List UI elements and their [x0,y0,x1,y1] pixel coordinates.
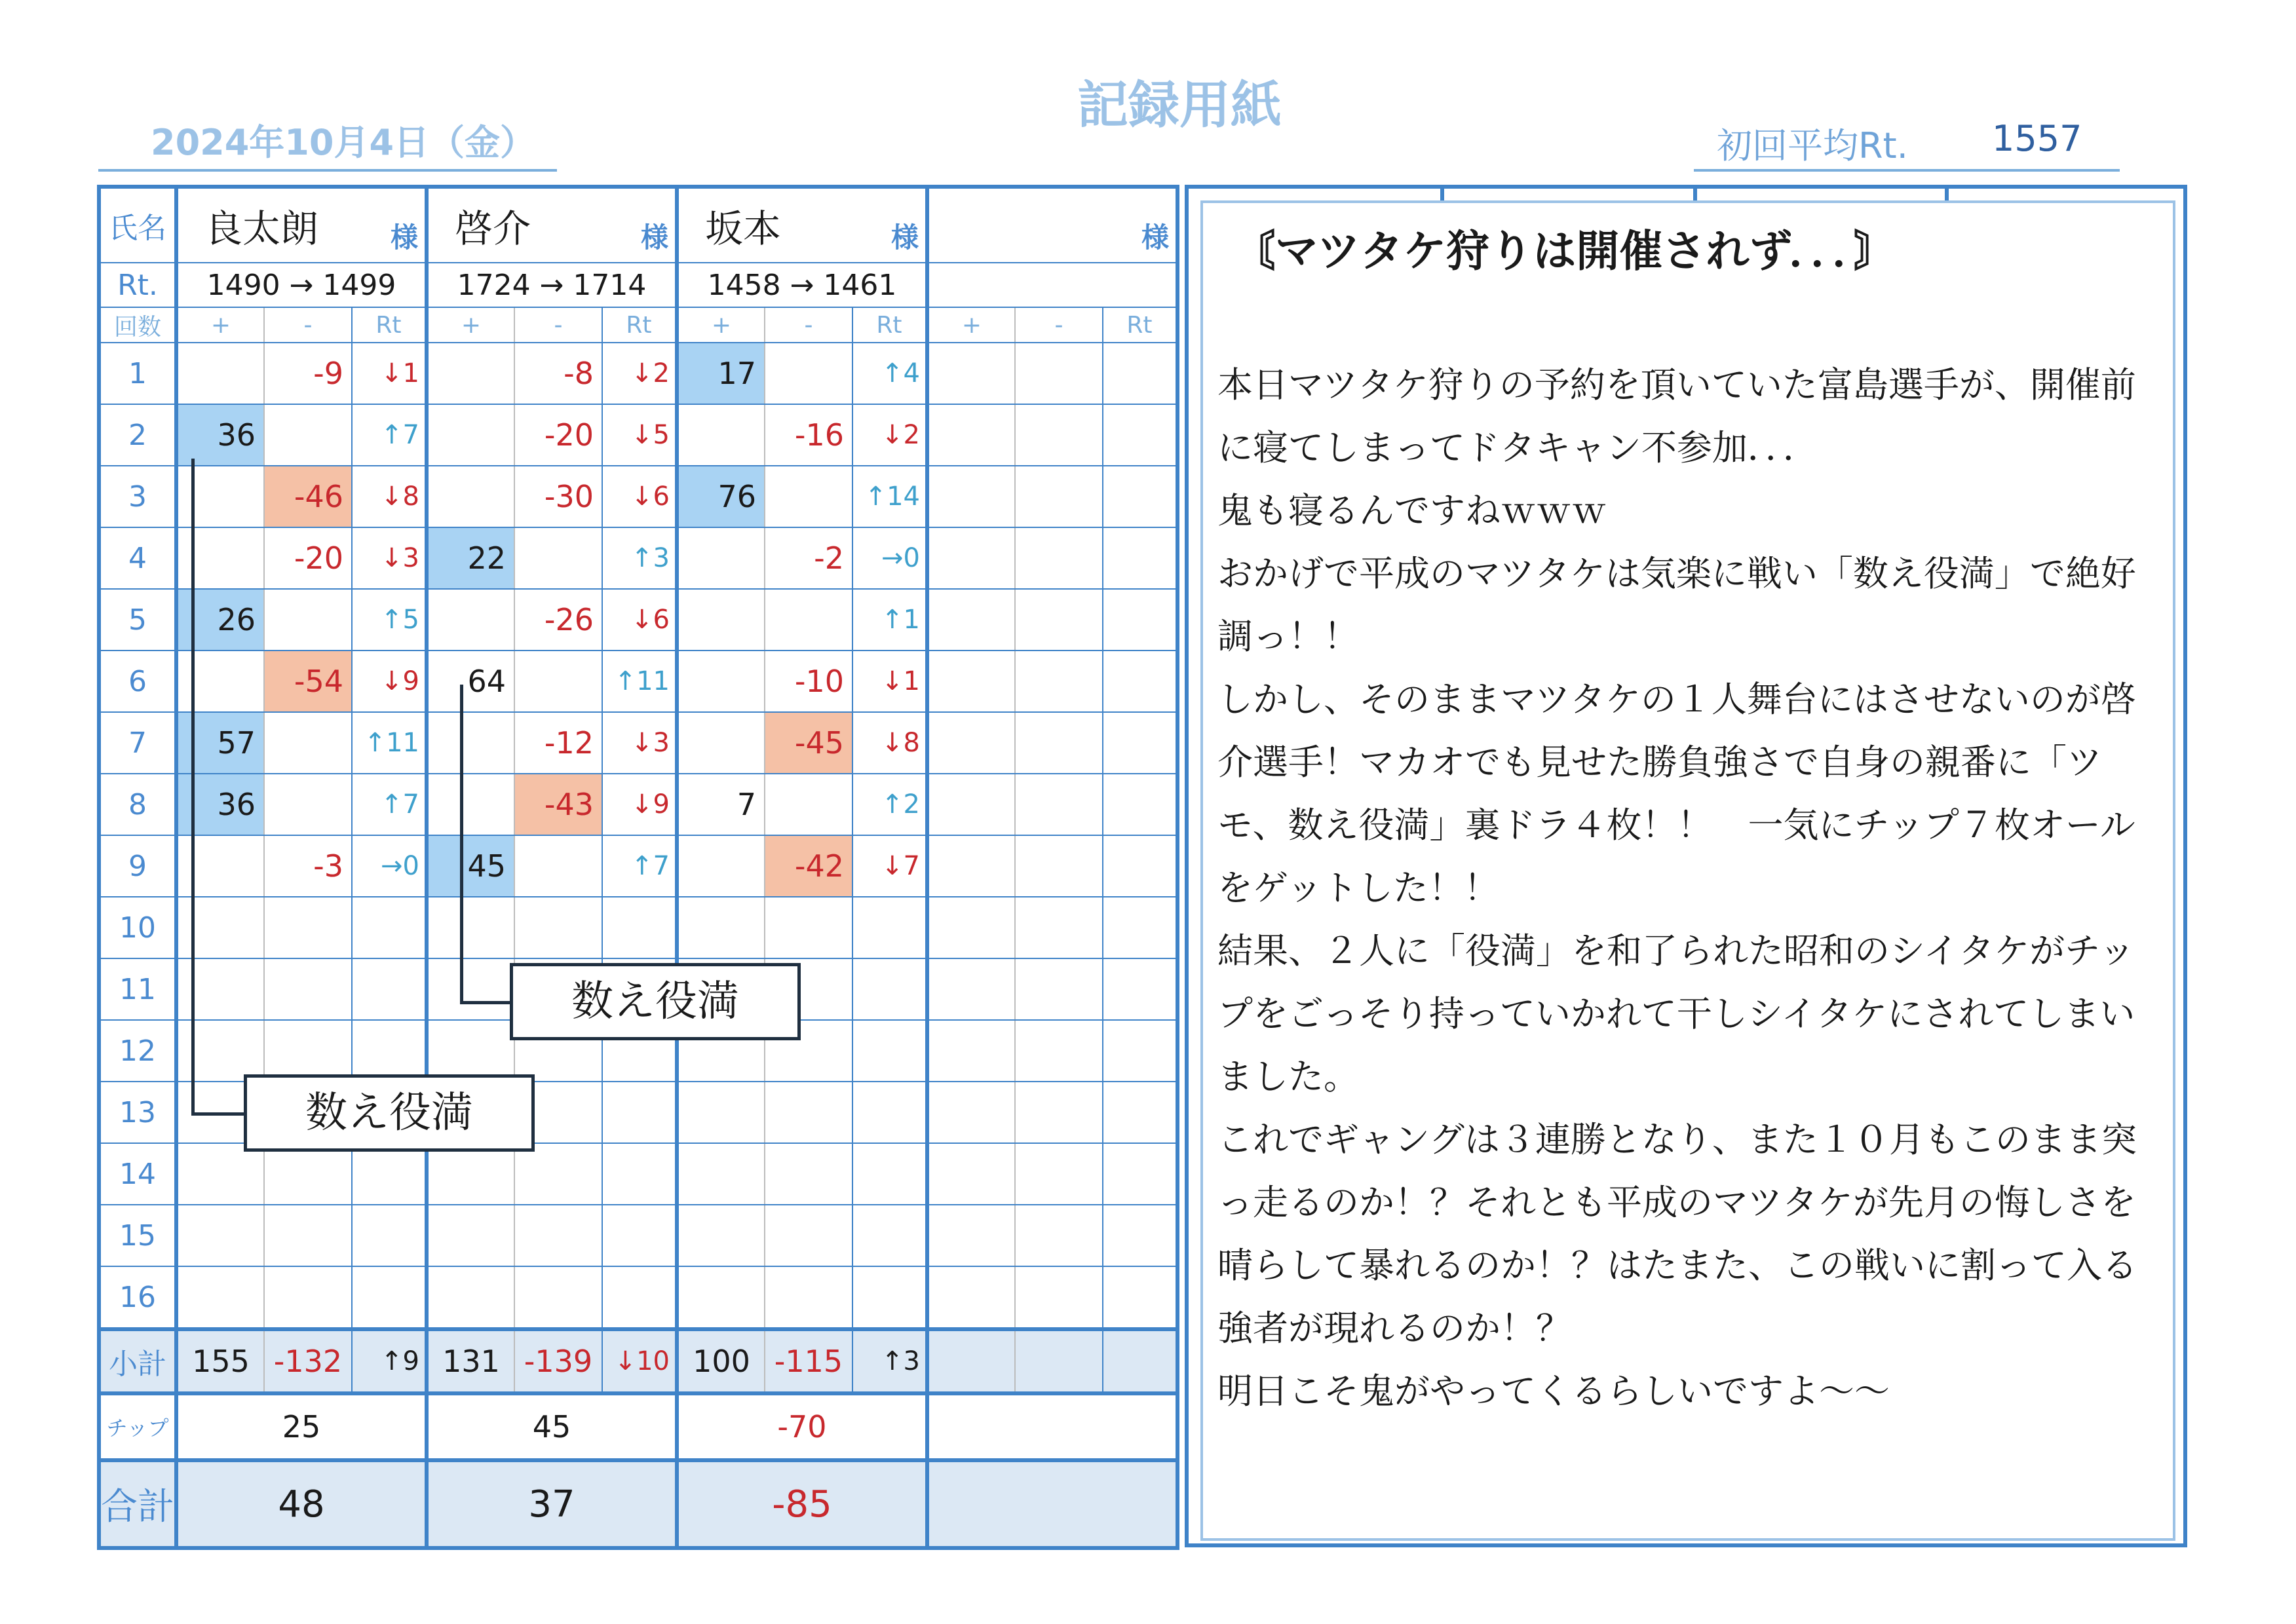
plus-score [927,343,1015,404]
round-number: 12 [99,1020,176,1082]
round-number: 7 [99,712,176,774]
round-row [99,1205,1177,1266]
minus-score [765,589,852,651]
rating-change: ↓8 [852,712,927,774]
plus-score [427,774,514,835]
rating-change [1103,1143,1177,1205]
player-name-cell [427,187,677,263]
rating-change [1103,774,1177,835]
plus-score [176,1205,264,1266]
plus-score [427,589,514,651]
plus-score [927,1205,1015,1266]
chip-value: 25 [176,1393,427,1460]
minus-score [765,774,852,835]
plus-score [927,712,1015,774]
rating-change [352,1143,427,1205]
rating-change [1103,651,1177,712]
rating-change [352,897,427,958]
minus-score [264,897,352,958]
round-row [99,343,1177,404]
plus-score: 7 [677,774,765,835]
plus-score: 45 [427,835,514,897]
subtotal-minus: -115 [765,1329,852,1393]
minus-score: -26 [514,589,602,651]
plus-score [677,527,765,589]
page-title: 記録用紙 [1077,76,1282,135]
minus-score [514,1266,602,1329]
minus-score [264,712,352,774]
minus-score [1015,1266,1103,1329]
plus-score [677,651,765,712]
initial-rt-value: 1557 [1992,118,2082,159]
rating-change: ↓7 [852,835,927,897]
round-row [99,712,1177,774]
player-name-cell [927,187,1177,263]
minus-score [264,1143,352,1205]
rating-change: ↑14 [852,466,927,527]
rating-change [1103,958,1177,1020]
minus-header: - [765,307,852,343]
plus-score [427,404,514,466]
minus-score [514,835,602,897]
subtotal-rating: ↓10 [602,1329,677,1393]
rating-change [1103,404,1177,466]
rating-change [1103,1205,1177,1266]
minus-score [264,1266,352,1329]
rating-change: ↓1 [852,651,927,712]
minus-score: -3 [264,835,352,897]
chip-value: -70 [677,1393,927,1460]
plus-score [176,835,264,897]
plus-score: 36 [176,774,264,835]
date: 2024年10月4日（金） [151,122,536,163]
minus-score [1015,835,1103,897]
rating-change: ↑4 [852,343,927,404]
minus-header: - [264,307,352,343]
minus-score: -45 [765,712,852,774]
plus-score [176,651,264,712]
plus-score [427,466,514,527]
plus-score [927,527,1015,589]
minus-score [1015,527,1103,589]
rating-change [852,1143,927,1205]
callout-line-2-horizontal [460,1001,510,1004]
rating-change [1103,712,1177,774]
minus-score: -30 [514,466,602,527]
minus-score [765,1266,852,1329]
plus-score [927,589,1015,651]
round-number: 3 [99,466,176,527]
plus-score: 26 [176,589,264,651]
player-name: 啓介 [455,206,531,251]
plus-score [677,835,765,897]
rating-change [1103,466,1177,527]
round-number: 10 [99,897,176,958]
rating-change: ↓6 [602,589,677,651]
plus-score: 76 [677,466,765,527]
plus-score [927,835,1015,897]
minus-score [1015,651,1103,712]
player-name: 坂本 [705,206,782,251]
round-number: 11 [99,958,176,1020]
plus-score [677,1266,765,1329]
plus-score [927,897,1015,958]
rating-change: ↓8 [352,466,427,527]
minus-score: -16 [765,404,852,466]
minus-score [1015,1082,1103,1143]
plus-score: 64 [427,651,514,712]
plus-score [927,651,1015,712]
plus-score [677,404,765,466]
round-row [99,527,1177,589]
total-value: 48 [176,1460,427,1548]
minus-score [1015,343,1103,404]
player-name-cell [176,187,427,263]
minus-score: -43 [514,774,602,835]
minus-score [1015,404,1103,466]
rating-change [602,1143,677,1205]
plus-score [927,466,1015,527]
total-header: 合計 [99,1460,176,1548]
minus-score: -2 [765,527,852,589]
minus-score [1015,897,1103,958]
player-name-cell [677,187,927,263]
column-header-row [99,307,1177,343]
rating-change: ↓9 [602,774,677,835]
round-row [99,651,1177,712]
subtotal-rating: ↑9 [352,1329,427,1393]
subtotal-plus: 100 [677,1329,765,1393]
rounds-header: 回数 [99,307,176,343]
memo-paragraph: おかげで平成のマツタケは気楽に戦い「数え役満」で絶好調っ！！ しかし、そのままマツタケの１人舞台にはさせないのが啓介選手！マカオでも見せた勝負強さで自身の親番に「ツモ、数え役満」裏ドラ４枚！！ 一気にチップ７枚オールをゲットした！！ 結果、２人に「役満」を和了られた昭和のシイタケがチップをごっそり持っていかれて干しシイタケにされてしまいました。 これでギャングは３連勝となり、また１０月もこのまま突っ走るのか！？それとも平成のマツタケが先月の悔しさを晴らして暴れるのか！？はたまた、この戦いに割って入る強者が現れるのか！？ [1217,553,2137,1349]
round-row [99,589,1177,651]
plus-score [927,1266,1015,1329]
initial-rt-label: 初回平均Rt. [1717,125,1908,166]
plus-score [427,712,514,774]
plus-score [927,774,1015,835]
plus-score [677,1082,765,1143]
round-row [99,466,1177,527]
minus-score [1015,466,1103,527]
minus-score: -9 [264,343,352,404]
minus-score [264,1020,352,1082]
subtotal-plus: 155 [176,1329,264,1393]
plus-header: + [176,307,264,343]
rating-change [1103,343,1177,404]
rating-change: →0 [352,835,427,897]
minus-score [264,774,352,835]
minus-score [264,589,352,651]
minus-score [1015,1143,1103,1205]
minus-score: -42 [765,835,852,897]
frame-tick [1693,185,1697,200]
minus-score [264,404,352,466]
subtotal-minus: -132 [264,1329,352,1393]
plus-header: + [677,307,765,343]
minus-header: - [1015,307,1103,343]
subtotal-rating: ↑3 [852,1329,927,1393]
plus-score [176,1020,264,1082]
plus-score [427,1020,514,1082]
minus-score: -20 [264,527,352,589]
minus-score [765,466,852,527]
subtotal-plus [927,1329,1015,1393]
minus-score [1015,1205,1103,1266]
memo-paragraph: 本日マツタケ狩りの予約を頂いていた富島選手が、開催前に寝てしまってドタキャン不参加．．． 鬼も寝るんですねｗｗｗ [1217,364,2136,531]
rt-col-header: Rt [852,307,927,343]
rating-change: ↓3 [602,712,677,774]
rt-col-header: Rt [1103,307,1177,343]
rating-change [1103,1266,1177,1329]
subtotal-row [99,1329,1177,1393]
plus-score [176,1143,264,1205]
round-row [99,404,1177,466]
plus-score [427,1266,514,1329]
round-number: 6 [99,651,176,712]
callout-line-1-horizontal [191,1112,244,1116]
plus-score [427,1143,514,1205]
rating-change: ↑5 [352,589,427,651]
round-number: 2 [99,404,176,466]
total-row [99,1460,1177,1548]
plus-score [176,466,264,527]
plus-score: 22 [427,527,514,589]
plus-score [677,1143,765,1205]
minus-score [264,958,352,1020]
rating-change [602,1205,677,1266]
callout-line-1-vertical [191,459,195,1114]
rt-col-header: Rt [352,307,427,343]
memo-heading: 〘マツタケ狩りは開催されず．．．〙 [1232,226,1898,276]
rating-change [852,1082,927,1143]
minus-score [514,1205,602,1266]
subtotal-minus [1015,1329,1103,1393]
minus-score: -10 [765,651,852,712]
total-value [927,1460,1177,1548]
rating-change: ↓5 [602,404,677,466]
rating-change [852,1266,927,1329]
rating-change [1103,589,1177,651]
rating-change: ↓6 [602,466,677,527]
rating-change [852,958,927,1020]
rating-change [852,897,927,958]
chip-value: 45 [427,1393,677,1460]
plus-score [427,1205,514,1266]
rating-change: ↑3 [602,527,677,589]
player-rating: 1458 → 1461 [677,263,927,307]
rating-change: ↑11 [352,712,427,774]
player-rating: 1490 → 1499 [176,263,427,307]
initial-rt-underline [1694,169,2120,172]
minus-score: -54 [264,651,352,712]
rating-change: →0 [852,527,927,589]
round-row [99,835,1177,897]
minus-score: -12 [514,712,602,774]
rating-row [99,263,1177,307]
plus-score [176,897,264,958]
plus-score [927,958,1015,1020]
callout-line-2-vertical [460,685,463,1002]
rating-change: ↓1 [352,343,427,404]
memo-paragraph: 明日こそ鬼がやってくるらしいですよ～～ [1217,1370,1890,1412]
rt-col-header: Rt [602,307,677,343]
rating-change [1103,1020,1177,1082]
round-row [99,1143,1177,1205]
rating-change: ↓9 [352,651,427,712]
minus-score [1015,958,1103,1020]
rating-change [352,1205,427,1266]
date-underline [98,169,557,172]
rating-change: ↑7 [352,774,427,835]
chip-row [99,1393,1177,1460]
plus-score [677,589,765,651]
plus-score [176,343,264,404]
round-number: 15 [99,1205,176,1266]
rating-change [602,1082,677,1143]
rating-change [852,1020,927,1082]
plus-score: 17 [677,343,765,404]
plus-score [677,712,765,774]
memo-body [1217,354,2161,1423]
minus-score: -20 [514,404,602,466]
honorific: 様 [1141,221,1169,254]
round-number: 1 [99,343,176,404]
subtotal-rating [1103,1329,1177,1393]
callout-label: 数え役満 [244,1074,535,1152]
total-value: -85 [677,1460,927,1548]
minus-score [1015,1020,1103,1082]
minus-score: -8 [514,343,602,404]
frame-tick [1440,185,1444,200]
rating-change: ↓2 [852,404,927,466]
plus-score [927,1082,1015,1143]
plus-score [677,1205,765,1266]
rating-change [352,1266,427,1329]
minus-score [514,1143,602,1205]
plus-score [427,343,514,404]
plus-score [176,527,264,589]
plus-score [176,958,264,1020]
round-row [99,774,1177,835]
rating-change: ↑2 [852,774,927,835]
round-number: 9 [99,835,176,897]
minus-score [514,897,602,958]
round-number: 16 [99,1266,176,1329]
rating-change [352,1020,427,1082]
name-header: 氏名 [99,187,176,263]
player-rating [927,263,1177,307]
plus-score [176,1266,264,1329]
rating-change [1103,1082,1177,1143]
rating-change [1103,897,1177,958]
chip-header: チップ [99,1393,176,1460]
name-row [99,187,1177,263]
rating-change: ↑11 [602,651,677,712]
rating-change [602,897,677,958]
plus-score [427,958,514,1020]
score-table [97,185,1179,1550]
minus-score [264,1205,352,1266]
plus-header: + [427,307,514,343]
rating-change: ↑7 [352,404,427,466]
player-rating: 1724 → 1714 [427,263,677,307]
rating-change: ↑7 [602,835,677,897]
rating-change [1103,835,1177,897]
total-value: 37 [427,1460,677,1548]
minus-score [765,343,852,404]
plus-score: 57 [176,712,264,774]
minus-score [765,1205,852,1266]
frame-tick [1945,185,1949,200]
plus-score [677,897,765,958]
round-row [99,1266,1177,1329]
rating-change: ↓3 [352,527,427,589]
subtotal-header: 小計 [99,1329,176,1393]
minus-score [765,1143,852,1205]
round-number: 8 [99,774,176,835]
minus-score [1015,712,1103,774]
plus-score [427,897,514,958]
plus-score: 36 [176,404,264,466]
minus-score [765,897,852,958]
minus-score [514,651,602,712]
plus-score [927,1143,1015,1205]
minus-score: -46 [264,466,352,527]
honorific: 様 [390,221,418,254]
rating-change [352,958,427,1020]
minus-header: - [514,307,602,343]
rating-change: ↑1 [852,589,927,651]
rt-header: Rt. [99,263,176,307]
chip-value [927,1393,1177,1460]
round-number: 4 [99,527,176,589]
rating-change: ↓2 [602,343,677,404]
round-number: 13 [99,1082,176,1143]
plus-header: + [927,307,1015,343]
subtotal-minus: -139 [514,1329,602,1393]
round-number: 14 [99,1143,176,1205]
rating-change [852,1205,927,1266]
minus-score [514,527,602,589]
plus-score [927,1020,1015,1082]
player-name: 良太朗 [204,206,319,251]
minus-score [1015,774,1103,835]
minus-score [1015,589,1103,651]
plus-score [927,404,1015,466]
honorific: 様 [890,221,919,254]
honorific: 様 [640,221,668,254]
callout-label: 数え役満 [510,963,801,1040]
round-number: 5 [99,589,176,651]
minus-score [765,1082,852,1143]
round-row [99,897,1177,958]
subtotal-plus: 131 [427,1329,514,1393]
rating-change [602,1266,677,1329]
rating-change [1103,527,1177,589]
